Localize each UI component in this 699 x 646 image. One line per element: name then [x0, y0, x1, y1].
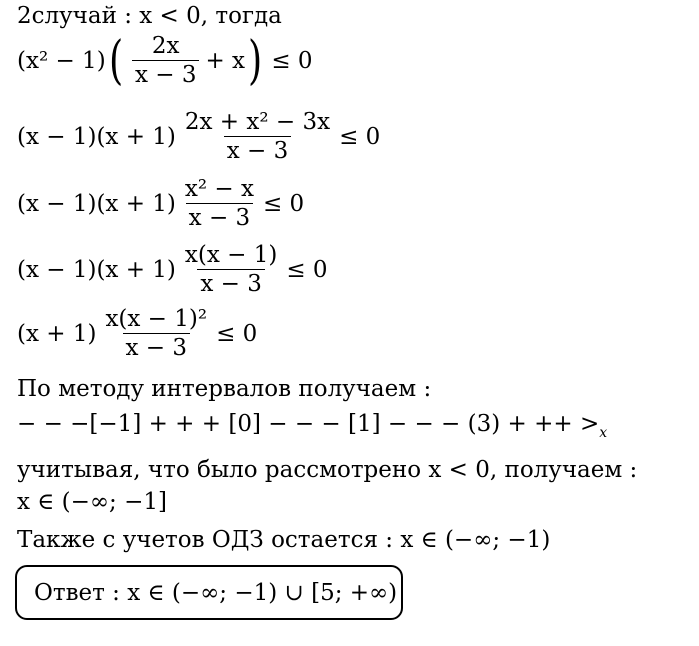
step1-denominator: x − 3: [132, 60, 200, 87]
step2-prefix: (x − 1)(x + 1): [17, 123, 176, 150]
step4-denominator: x − 3: [197, 269, 265, 296]
inequality-step-1: [17, 31, 313, 91]
step3-denominator: x − 3: [186, 203, 254, 230]
step5-denominator: x − 3: [123, 333, 191, 360]
step3-prefix: (x − 1)(x + 1): [17, 190, 176, 217]
step2-denominator: x − 3: [224, 136, 292, 163]
step1-right-paren: ): [248, 31, 263, 91]
step1-relation: ≤ 0: [271, 47, 313, 74]
step3-numerator: x² − x: [184, 176, 254, 202]
answer-box: [15, 565, 403, 620]
step1-fraction: [132, 35, 200, 87]
solution-set: x ∈ (−∞; −1]: [17, 489, 167, 515]
intervals-axis-variable: x: [599, 425, 608, 441]
inequality-step-2: [17, 111, 380, 163]
step2-numerator: 2x + x² − 3x: [184, 109, 331, 135]
step2-relation: ≤ 0: [339, 123, 381, 150]
step4-relation: ≤ 0: [286, 256, 328, 283]
step3-relation: ≤ 0: [262, 190, 305, 217]
answer-text: Ответ : x ∈ (−∞; −1) ∪ [5; +∞): [34, 579, 398, 606]
odz-line: Также с учетов ОДЗ остается : x ∈ (−∞; −1): [17, 527, 551, 553]
step1-numerator: 2x: [151, 33, 180, 59]
inequality-step-5: [17, 308, 257, 360]
step2-fraction: [182, 111, 333, 163]
step4-numerator: x(x − 1): [184, 242, 278, 268]
inequality-step-3: [17, 178, 304, 230]
step5-fraction: [102, 308, 210, 360]
intervals-line: [17, 413, 607, 440]
step4-prefix: (x − 1)(x + 1): [17, 256, 176, 283]
step4-fraction: [182, 244, 280, 296]
intervals-label: По методу интервалов получаем :: [17, 376, 432, 402]
step5-relation: ≤ 0: [216, 320, 258, 347]
step3-fraction: [182, 178, 257, 230]
step5-numerator: x(x − 1)²: [105, 306, 208, 332]
intervals-signs: − − −[−1] + + + [0] − − − [1] − − − (3) + ++ >: [17, 411, 600, 437]
inequality-step-4: [17, 244, 328, 296]
step1-after: + x: [205, 47, 246, 74]
step5-prefix: (x + 1): [17, 320, 97, 347]
case-heading: 2случай : x < 0, тогда: [17, 3, 282, 29]
step1-prefix: (x² − 1): [17, 47, 106, 74]
step1-left-paren: (: [108, 31, 123, 91]
considering-line: учитывая, что было рассмотрено x < 0, получаем :: [17, 457, 638, 483]
